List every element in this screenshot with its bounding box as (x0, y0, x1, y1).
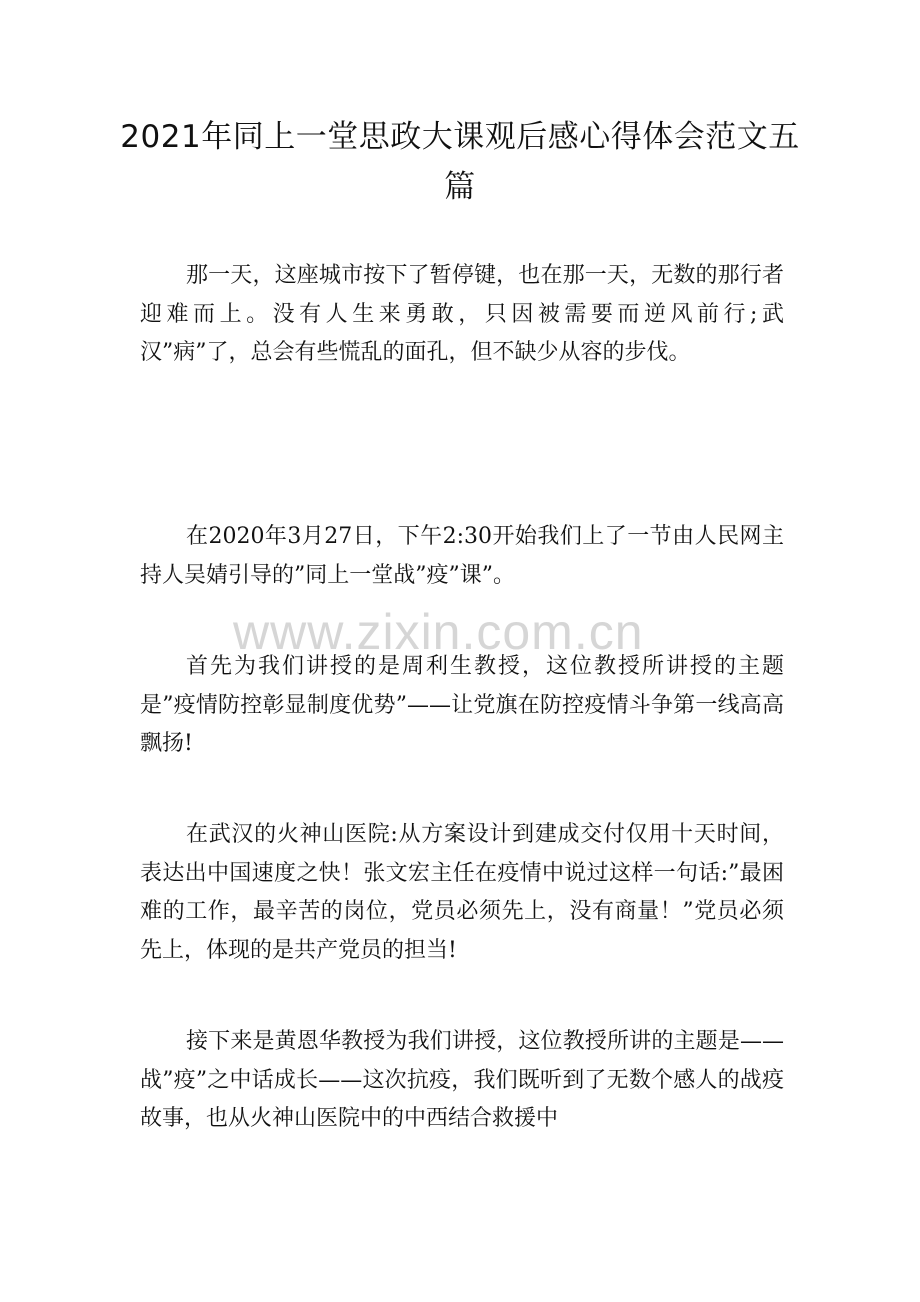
paragraph-4: 在武汉的火神山医院:从方案设计到建成交付仅用十天时间，表达出中国速度之快！张文宏主任在疫情中说过这样一句话:”最困难的工作，最辛苦的岗位，党员必须先上，没有商量！”党员必须先上，体现的是共产党员的担当! (140, 822, 784, 963)
paragraph-5: 接下来是黄恩华教授为我们讲授，这位教授所讲的主题是——战”疫”之中话成长——这次抗疫，我们既听到了无数个感人的战疫故事，也从火神山医院中的中西结合救援中 (140, 1029, 784, 1131)
paragraph-1: 那一天，这座城市按下了暂停键，也在那一天，无数的那行者迎难而上。没有人生来勇敢，只因被需要而逆风前行;武汉”病”了，总会有些慌乱的面孔，但不缺少从容的步伐。 (140, 263, 784, 365)
paragraph-2: 在2020年3月27日，下午2:30开始我们上了一节由人民网主持人吴婧引导的”同上一堂战”疫”课”。 (140, 524, 784, 588)
paragraph-3: 首先为我们讲授的是周利生教授，这位教授所讲授的主题是”疫情防控彰显制度优势”——让党旗在防控疫情斗争第一线高高飘扬! (140, 654, 784, 756)
document-title: 2021年同上一堂思政大课观后感心得体会范文五篇 (120, 119, 800, 205)
watermark: www.zixin.com.cn (233, 604, 644, 660)
